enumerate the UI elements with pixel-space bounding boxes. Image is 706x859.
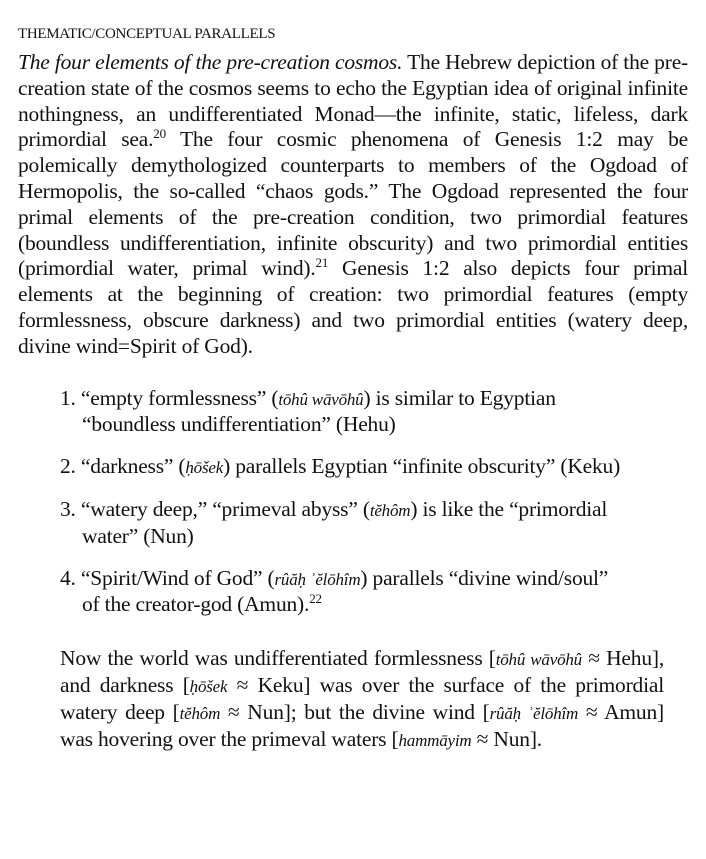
footnote-ref-20[interactable]: 20 bbox=[153, 126, 166, 142]
item-text: “darkness” ( bbox=[80, 454, 186, 479]
quote-text: ≈ Hehu], and darkness [ bbox=[60, 646, 664, 697]
item-text: “Spirit/Wind of God” ( bbox=[80, 565, 275, 590]
item-text: “empty formlessness” ( bbox=[80, 385, 279, 410]
quote-text: ≈ Amun] was hovering over the primeval waters [ bbox=[60, 699, 664, 751]
parallels-list bbox=[18, 386, 688, 619]
hebrew-term: tōhû wāvōhû bbox=[495, 650, 582, 670]
item-number: 3. bbox=[60, 496, 76, 521]
quote-text: Now the world was undifferentiated formlessness [ bbox=[60, 646, 496, 671]
hebrew-term: rûăḥ ʾĕlōhîm bbox=[489, 703, 579, 723]
hebrew-term: ḥōšek bbox=[185, 458, 224, 478]
quote-text: ≈ Keku] was over the surface of the primordial watery deep [ bbox=[60, 672, 664, 724]
hebrew-term: rûăḥ ʾĕlōhîm bbox=[274, 569, 361, 589]
quote-text: ≈ Nun]. bbox=[471, 726, 542, 751]
intro-text-1: The Hebrew depiction of the pre-creation state of the cosmos seems to echo the Egyptian idea of original infinite nothingness, an undifferentiated Monad—the infinite, static, lifeless, dark primordial sea. bbox=[18, 50, 688, 152]
translation-block bbox=[60, 646, 664, 753]
quote-text: ≈ Nun]; but the divine wind [ bbox=[220, 699, 490, 724]
list-item bbox=[60, 454, 628, 481]
hebrew-term: hammāyim bbox=[398, 730, 472, 750]
hebrew-term: tĕhôm bbox=[369, 500, 411, 520]
list-item bbox=[60, 386, 628, 439]
intro-text-2: The four cosmic phenomena of Genesis 1:2 may be polemically demythologized counterparts to members of the Ogdoad of Hermopolis, the so-called “chaos gods.” The Ogdoad represented the four primal elements of the pre-creation condition, two primordial features (boundless undifferentiation, infinite obscurity) and two primordial entities (primordial water, primal wind). bbox=[18, 127, 688, 281]
list-item bbox=[60, 497, 628, 550]
intro-text-3: Genesis 1:2 also depicts four primal elements at the beginning of creation: two primordial features (empty formlessness, obscure darkness) and two primordial entities (watery deep, divine wind=Spirit of God). bbox=[18, 256, 688, 358]
item-text: ) is like the “primordial water” (Nun) bbox=[82, 496, 608, 548]
lead-italic: The four elements of the pre-creation cosmos. bbox=[18, 50, 403, 74]
section-heading: THEMATIC/CONCEPTUAL PARALLELS bbox=[18, 26, 276, 42]
intro-paragraph bbox=[18, 50, 688, 360]
item-text: ) parallels “divine wind/soul” of the creator-god (Amun). bbox=[82, 565, 609, 617]
item-number: 1. bbox=[60, 385, 76, 410]
hebrew-term: ḥōšek bbox=[189, 676, 228, 696]
hebrew-term: tōhû wāvōhû bbox=[278, 389, 364, 409]
item-text: “watery deep,” “primeval abyss” ( bbox=[80, 496, 370, 521]
footnote-ref-21[interactable]: 21 bbox=[315, 255, 329, 271]
item-text: ) parallels Egyptian “infinite obscurity” (Keku) bbox=[223, 454, 621, 479]
item-number: 4. bbox=[60, 565, 76, 590]
footnote-ref-22[interactable]: 22 bbox=[309, 591, 322, 607]
item-number: 2. bbox=[60, 454, 76, 479]
list-item bbox=[60, 566, 628, 619]
hebrew-term: tĕhôm bbox=[179, 703, 221, 723]
item-text: ) is similar to Egyptian “boundless undifferentiation” (Hehu) bbox=[82, 385, 556, 437]
